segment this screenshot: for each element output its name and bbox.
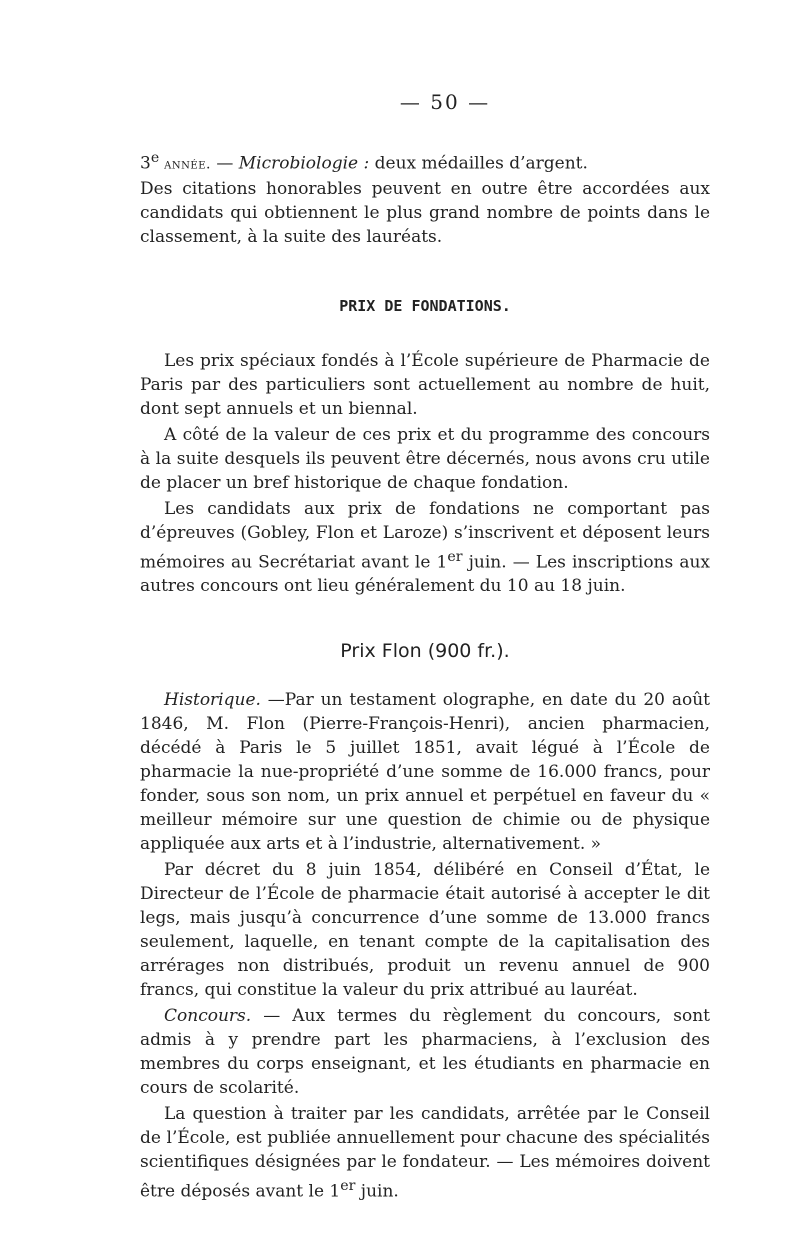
annee-dash: — — [210, 153, 239, 174]
candidats-text: Les candidats aux prix de fondations ne comportant pas d’épreuves (Gobley, Flon et Laroze) s’inscrivent et déposent leurs mémoires au Secrétariat avant le 1 — [140, 498, 710, 573]
paragraph-decret: Par décret du 8 juin 1854, délibéré en Conseil d’État, le Directeur de l’École de pharmacie était autorisé à accepter le dit legs, mais jusqu’à concurrence d’une somme de 13.000 francs seulement, laquelle, en tenant compte de la capitalisation des arrérages non distribués, produit un revenu annuel de 900 francs, qui constitue la valeur du prix attribué au lauréat. — [140, 860, 710, 1001]
paragraph-question — [140, 1102, 710, 1204]
annee-sup: e — [150, 150, 160, 166]
prize-heading: Prix Flon (900 fr.). — [340, 640, 510, 663]
question-sup: er — [340, 1178, 356, 1195]
paragraph-historique — [140, 688, 710, 856]
document-page — [140, 90, 710, 1204]
annee-text: deux médailles d’argent. — [369, 153, 588, 174]
concours-label: Concours. — [164, 1006, 252, 1027]
annee-line — [140, 146, 710, 177]
section-heading: PRIX DE FONDATIONS. — [339, 296, 511, 315]
historique-text: —Par un testament olographe, en date du 20 août 1846, M. Flon (Pierre-François-Henri), ancien pharmacien, décédé à Paris le 5 juillet 1851, avait légué à l’École de pharmacie la nue-propriété d’une somme de 16.000 francs, pour fonder, sous son nom, un prix annuel et perpétuel en faveur du « meilleur mémoire sur une question de chimie ou de physique appliquée aux arts et à l’industrie, alternativement. » — [140, 690, 710, 855]
annee-number: 3 — [140, 153, 151, 174]
annee-subject: Microbiologie : — [238, 153, 370, 174]
paragraph-valeur: A côté de la valeur de ces prix et du programme des concours à la suite desquels ils peuvent être décernés, nous avons cru utile de placer un bref historique de chaque fondation. — [140, 424, 710, 493]
paragraph-prix-speciaux: Les prix spéciaux fondés à l’École supérieure de Pharmacie de Paris par des particuliers sont actuellement au nombre de huit, dont sept annuels et un biennal. — [140, 350, 710, 419]
historique-label: Historique. — [164, 690, 261, 711]
concours-text: — Aux termes du règlement du concours, sont admis à y prendre part les pharmaciens, à l’exclusion des membres du corps enseignant, et les étudiants en pharmacie en cours de scolarité. — [140, 1006, 710, 1099]
paragraph-candidats — [140, 497, 710, 599]
page-number: — 50 — — [399, 90, 491, 114]
citations-paragraph: Des citations honorables peuvent en outre être accordées aux candidats qui obtiennent le plus grand nombre de points dans le classement, à la suite des lauréats. — [140, 178, 710, 247]
candidats-sup: er — [447, 548, 463, 565]
paragraph-concours — [140, 1004, 710, 1100]
candidats-text-end: juin. — Les inscriptions aux autres concours ont lieu généralement du 10 au 18 juin. — [140, 552, 710, 597]
question-text: La question à traiter par les candidats, arrêtée par le Conseil de l’École, est publiée annuellement pour chacune des spécialités scientifiques désignées par le fondateur. — Les mémoires doivent être déposés avant le 1 — [140, 1104, 710, 1202]
annee-label: année. — [159, 156, 211, 173]
question-text-end: juin. — [355, 1181, 399, 1202]
